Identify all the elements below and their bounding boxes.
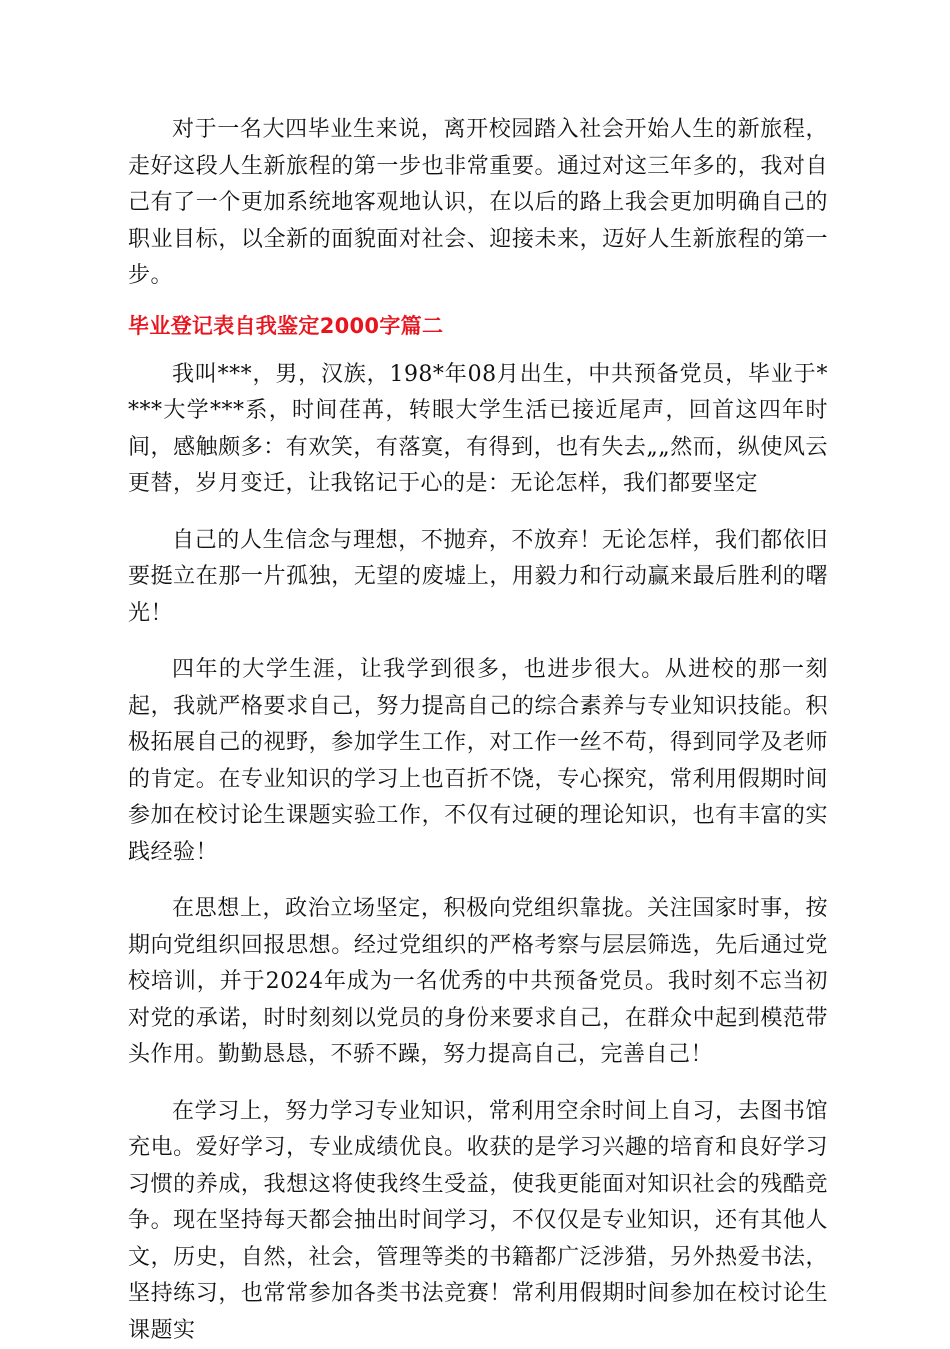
paragraph-study: 在学习上，努力学习专业知识，常利用空余时间上自习，去图书馆充电。爱好学习，专业成绩优良。收获的是学习兴趣的培育和良好学习习惯的养成，我想这将使我终生受益，使我更能面对知识社会的残酷竞争。现在坚持每天都会抽出时间学习，不仅仅是专业知识，还有其他人文，历史，自然，社会，管理等类的书籍都广泛涉猎，另外热爱书法，坚持练习，也常常参加各类书法竞赛！常利用假期时间参加在校讨论生课题实 — [128, 1094, 828, 1349]
paragraph-ideology: 在思想上，政治立场坚定，积极向党组织靠拢。关注国家时事，按期向党组织回报思想。经过党组织的严格考察与层层筛选，先后通过党校培训，并于2024年成为一名优秀的中共预备党员。我时刻不忘当初对党的承诺，时时刻刻以党员的身份来要求自己，在群众中起到模范带头作用。勤勤恳恳，不骄不躁，努力提高自己，完善自己！ — [128, 891, 828, 1074]
paragraph-university-career: 四年的大学生涯，让我学到很多，也进步很大。从进校的那一刻起，我就严格要求自己，努力提高自己的综合素养与专业知识技能。积极拓展自己的视野，参加学生工作，对工作一丝不苟，得到同学及老师的肯定。在专业知识的学习上也百折不饶，专心探究，常利用假期时间参加在校讨论生课题实验工作，不仅有过硬的理论知识，也有丰富的实践经验！ — [128, 652, 828, 871]
paragraph-beliefs: 自己的人生信念与理想，不抛弃，不放弃！无论怎样，我们都依旧要挺立在那一片孤独，无望的废墟上，用毅力和行动赢来最后胜利的曙光！ — [128, 523, 828, 633]
paragraph-intro-closing: 对于一名大四毕业生来说，离开校园踏入社会开始人生的新旅程，走好这段人生新旅程的第一步也非常重要。通过对这三年多的，我对自己有了一个更加系统地客观地认识，在以后的路上我会更加明确自己的职业目标，以全新的面貌面对社会、迎接未来，迈好人生新旅程的第一步。 — [128, 112, 828, 295]
section-heading: 毕业登记表自我鉴定2000字篇二 — [128, 311, 828, 341]
document-body — [128, 112, 828, 1349]
paragraph-self-introduction: 我叫***，男，汉族，198*年08月出生，中共预备党员，毕业于****大学***系，时间荏苒，转眼大学生活已接近尾声，回首这四年时间，感触颇多：有欢笑，有落寞，有得到，也有失去„„然而，纵使风云更替，岁月变迁，让我铭记于心的是：无论怎样，我们都要坚定 — [128, 357, 828, 503]
